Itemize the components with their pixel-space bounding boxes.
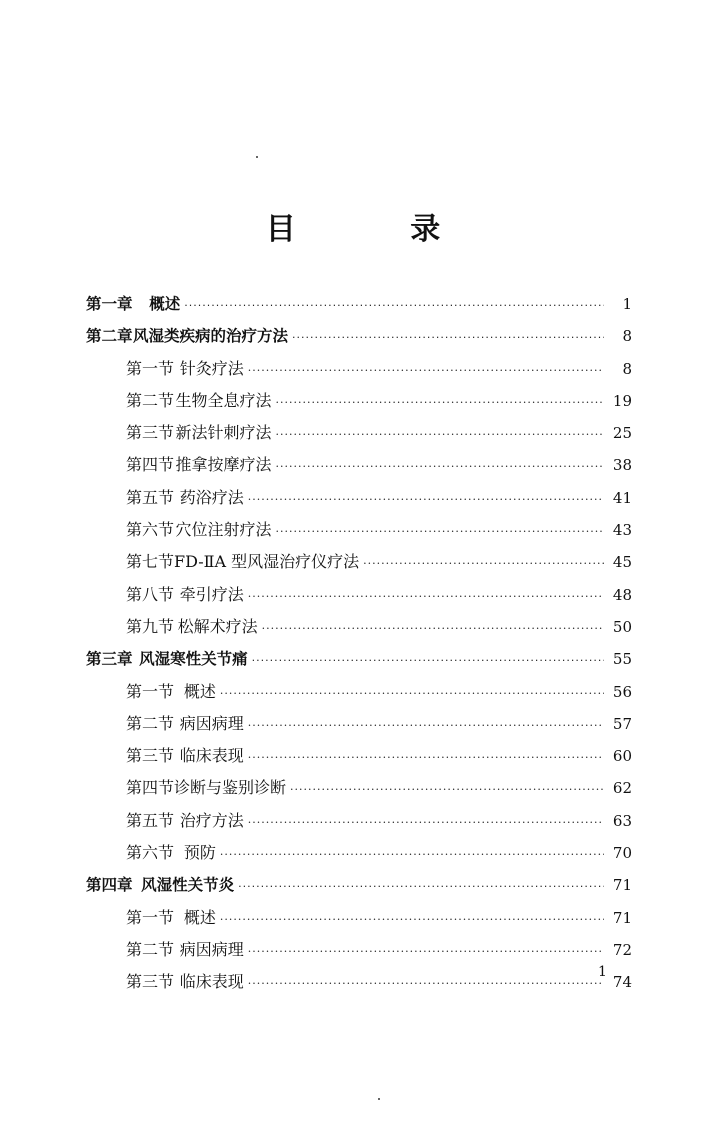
entry-title: FD-ⅡA 型风湿治疗仪疗法 bbox=[174, 552, 360, 572]
entry-page: 74 bbox=[612, 973, 632, 992]
toc-section-entry[interactable] bbox=[86, 740, 632, 772]
dot-leader bbox=[248, 968, 604, 1000]
dot-leader bbox=[184, 290, 604, 322]
toc-section-entry[interactable] bbox=[86, 805, 632, 837]
toc-section-entry[interactable] bbox=[86, 482, 632, 514]
entry-page: 70 bbox=[612, 844, 632, 863]
dot-leader bbox=[252, 645, 604, 677]
toc-section-entry[interactable] bbox=[86, 449, 632, 481]
table-of-contents bbox=[86, 288, 632, 999]
entry-title: 治疗方法 bbox=[179, 810, 244, 830]
toc-chapter-entry[interactable] bbox=[86, 320, 632, 352]
entry-number: 第九节 bbox=[126, 616, 175, 636]
toc-chapter-entry[interactable] bbox=[86, 643, 632, 675]
entry-number: 第六节 bbox=[126, 843, 175, 863]
entry-page: 60 bbox=[612, 747, 632, 766]
entry-number: 第三章 bbox=[86, 650, 133, 669]
entry-title: 概述 bbox=[183, 907, 216, 927]
entry-page: 71 bbox=[612, 908, 632, 927]
dot-leader bbox=[363, 548, 604, 580]
entry-page: 48 bbox=[612, 585, 632, 604]
entry-number: 第三节 bbox=[126, 972, 175, 992]
dot-leader bbox=[248, 355, 604, 387]
toc-section-entry[interactable] bbox=[86, 579, 632, 611]
dot-leader bbox=[276, 451, 604, 483]
entry-title: 穴位注射疗法 bbox=[175, 520, 272, 540]
entry-page: 43 bbox=[612, 521, 632, 540]
entry-page: 1 bbox=[622, 295, 632, 313]
scan-speck bbox=[256, 156, 258, 158]
entry-number: 第一章 bbox=[86, 295, 133, 313]
entry-page: 71 bbox=[612, 876, 632, 895]
page-title: 目 录 bbox=[265, 212, 493, 247]
entry-page: 55 bbox=[612, 650, 632, 669]
toc-section-entry[interactable] bbox=[86, 934, 632, 966]
entry-page: 63 bbox=[612, 811, 632, 830]
entry-page: 57 bbox=[612, 714, 632, 733]
toc-section-entry[interactable] bbox=[86, 514, 632, 546]
entry-page: 50 bbox=[612, 617, 632, 636]
toc-section-entry[interactable] bbox=[86, 546, 632, 578]
entry-page: 38 bbox=[612, 456, 632, 475]
page-number: 1 bbox=[598, 964, 607, 980]
dot-leader bbox=[220, 839, 604, 871]
entry-title: 针灸疗法 bbox=[179, 358, 244, 378]
entry-title: 风湿类疾病的治疗方法 bbox=[133, 327, 289, 346]
entry-page: 56 bbox=[612, 682, 632, 701]
entry-number: 第四节 bbox=[126, 455, 175, 475]
toc-section-entry[interactable] bbox=[86, 353, 632, 385]
dot-leader bbox=[248, 742, 604, 774]
toc-section-entry[interactable] bbox=[86, 417, 632, 449]
toc-section-entry[interactable] bbox=[86, 772, 632, 804]
entry-title: 新法针刺疗法 bbox=[175, 423, 272, 443]
entry-number: 第三节 bbox=[126, 423, 175, 443]
toc-section-entry[interactable] bbox=[86, 385, 632, 417]
dot-leader bbox=[238, 871, 604, 903]
entry-title: 牵引疗法 bbox=[179, 584, 244, 604]
entry-number: 第二节 bbox=[126, 390, 175, 410]
toc-chapter-entry[interactable] bbox=[86, 869, 632, 901]
entry-page: 8 bbox=[622, 327, 632, 346]
entry-title: 病因病理 bbox=[179, 939, 244, 959]
entry-title: 推拿按摩疗法 bbox=[175, 455, 272, 475]
entry-number: 第二节 bbox=[126, 939, 175, 959]
scan-speck bbox=[378, 1098, 380, 1100]
entry-number: 第三节 bbox=[126, 746, 175, 766]
entry-number: 第二章 bbox=[86, 327, 133, 346]
entry-number: 第五节 bbox=[126, 487, 175, 507]
entry-number: 第四节 bbox=[126, 778, 175, 798]
entry-number: 第四章 bbox=[86, 876, 133, 895]
entry-title: 概述 bbox=[183, 681, 216, 701]
entry-number: 第七节 bbox=[126, 552, 175, 572]
entry-title: 临床表现 bbox=[179, 746, 244, 766]
entry-title: 预防 bbox=[183, 843, 216, 863]
entry-title: 风湿性关节炎 bbox=[141, 876, 235, 895]
toc-section-entry[interactable] bbox=[86, 611, 632, 643]
dot-leader bbox=[276, 516, 604, 548]
dot-leader bbox=[220, 678, 604, 710]
entry-number: 第六节 bbox=[126, 520, 175, 540]
dot-leader bbox=[276, 419, 604, 451]
entry-number: 第二节 bbox=[126, 713, 175, 733]
entry-title: 生物全息疗法 bbox=[175, 390, 272, 410]
entry-title: 诊断与鉴别诊断 bbox=[174, 778, 287, 798]
dot-leader bbox=[248, 484, 604, 516]
dot-leader bbox=[290, 774, 604, 806]
entry-number: 第一节 bbox=[126, 907, 175, 927]
toc-section-entry[interactable] bbox=[86, 837, 632, 869]
dot-leader bbox=[262, 613, 604, 645]
dot-leader bbox=[248, 936, 604, 968]
dot-leader bbox=[292, 322, 604, 354]
dot-leader bbox=[276, 387, 604, 419]
entry-title: 临床表现 bbox=[179, 972, 244, 992]
toc-section-entry[interactable] bbox=[86, 676, 632, 708]
entry-page: 45 bbox=[612, 553, 632, 572]
entry-page: 41 bbox=[612, 488, 632, 507]
entry-title: 概述 bbox=[149, 295, 181, 313]
entry-number: 第五节 bbox=[126, 810, 175, 830]
entry-page: 25 bbox=[612, 424, 632, 443]
entry-page: 8 bbox=[622, 359, 632, 378]
entry-number: 第一节 bbox=[126, 358, 175, 378]
entry-title: 风湿寒性关节痛 bbox=[139, 650, 248, 669]
entry-title: 病因病理 bbox=[179, 713, 244, 733]
toc-section-entry[interactable] bbox=[86, 966, 632, 998]
entry-number: 第一节 bbox=[126, 681, 175, 701]
dot-leader bbox=[220, 904, 604, 936]
entry-page: 72 bbox=[612, 940, 632, 959]
entry-title: 药浴疗法 bbox=[179, 487, 244, 507]
entry-title: 松解术疗法 bbox=[177, 616, 258, 636]
dot-leader bbox=[248, 710, 604, 742]
toc-section-entry[interactable] bbox=[86, 902, 632, 934]
entry-page: 62 bbox=[612, 779, 632, 798]
entry-page: 19 bbox=[612, 391, 632, 410]
toc-chapter-entry[interactable] bbox=[86, 288, 632, 320]
dot-leader bbox=[248, 807, 604, 839]
dot-leader bbox=[248, 581, 604, 613]
toc-section-entry[interactable] bbox=[86, 708, 632, 740]
entry-number: 第八节 bbox=[126, 584, 175, 604]
